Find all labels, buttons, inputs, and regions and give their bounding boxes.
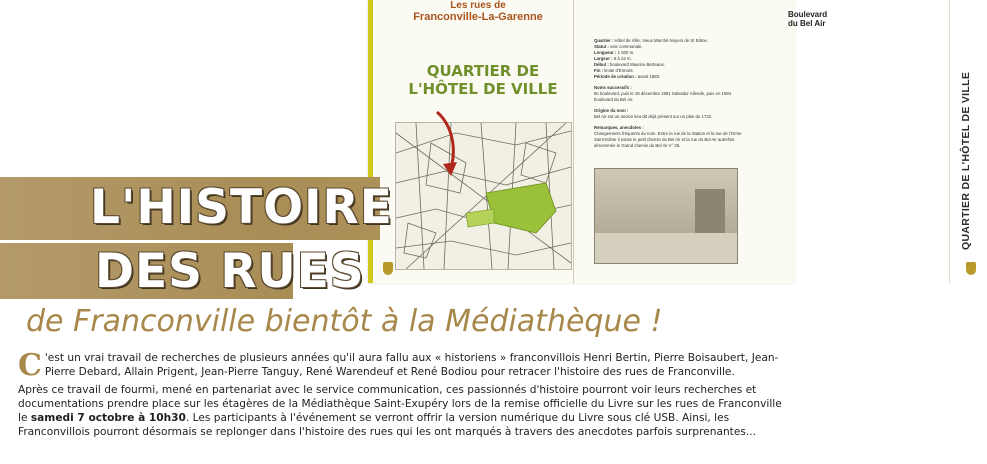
historic-street-photo	[594, 168, 738, 264]
paragraph-2-end: . Les participants à l'événement se verront offrir la version numérique du Livre sous clé USB. Ainsi, les Franconvillois pourront désormais se replonger dans l'histoire des rues qui les ont marqués à travers des anecdotes parfois surprenantes...	[18, 411, 756, 438]
street-map-drawing	[396, 123, 571, 269]
paragraph-2-start: Après ce travail de fourmi, mené en partenariat avec le service communication, ces passionnés d'histoire pourront voir leurs recherches et documentations prendre place sur les étagères de la Médiathèque Saint-Exupéry lors de la remise officielle du Livre sur les rues de Franconville le	[18, 383, 782, 424]
info-row: Quartier : Hôtel de Ville, Vieux Marché Noyers de St Edme.	[594, 38, 709, 43]
headline-line-1: L'HISTOIRE	[90, 180, 393, 235]
map-arrow-icon	[433, 110, 463, 180]
headline-line-2: DES RUES	[95, 244, 365, 299]
info-row: Statut : voie communale.	[594, 44, 643, 49]
info-row: Période de création : avant 1983.	[594, 74, 661, 79]
event-date: samedi 7 octobre à 10h30	[30, 411, 186, 424]
info-row: Longueur : 1 500 m.	[594, 50, 635, 55]
quartier-title-line2: L'HÔTEL DE VILLE	[408, 80, 558, 98]
photo-road	[595, 233, 737, 263]
town-crest-icon	[966, 262, 976, 275]
info-row: Fin : limite d'Ermont.	[594, 68, 634, 73]
paragraph-1-text: 'est un vrai travail de recherches de plusieurs années qu'il aura fallu aux « historiens » franconvillois Henri Bertin, Pierre Boisaubert, Jean-Pierre Debard, Allain Prigent, Jean-Pierre Tanguy, René Warendeuf et René Bodiou pour retracer l'histoire des rues de Franconville.	[44, 352, 779, 378]
article-body	[18, 348, 794, 439]
info-row: Noms successifs : 8e boulevard, puis le 18 décembre 1981 Salvador Allende, puis en 1984 boulevard du Bel Air.	[594, 85, 732, 102]
book-kicker: Les rues de	[450, 0, 506, 11]
quartier-title	[403, 62, 563, 98]
subtitle: de Franconville bientôt à la Médiathèque !	[26, 304, 663, 339]
info-row: Largeur : 8 à 22 m.	[594, 56, 632, 61]
article-paragraph-1	[18, 348, 794, 383]
town-crest-icon	[383, 262, 393, 275]
street-title: Boulevard du Bel Air	[788, 10, 828, 28]
side-label: QUARTIER DE L'HÔTEL DE VILLE	[960, 71, 972, 250]
photo-house	[695, 189, 725, 237]
info-row: Origine du nom : Bel Air est un ancien lieu-dit déjà présent sur un plan de 1732.	[594, 108, 713, 119]
article-paragraph-2	[18, 384, 794, 440]
side-band	[949, 0, 987, 283]
quartier-title-line1: QUARTIER DE	[426, 62, 540, 80]
info-row: Début : boulevard Maurice Berteaux.	[594, 62, 665, 67]
info-row: Remarques, anecdotes : Changements fréquents du nom. Entre la rue de la Station et la rue de l'Orme Saint-Edme il existe le petit chemin du Bel Air et la rue du Bel Air autrefois dénommée le Grand chemin du Bel Air n° 35.	[594, 125, 742, 148]
drop-cap: C	[18, 348, 42, 383]
street-map	[395, 122, 572, 270]
book-left-page	[368, 0, 573, 283]
book-town-title: Franconville-La-Garenne	[413, 11, 543, 23]
street-info	[594, 38, 744, 149]
book-spread-image	[368, 0, 972, 283]
